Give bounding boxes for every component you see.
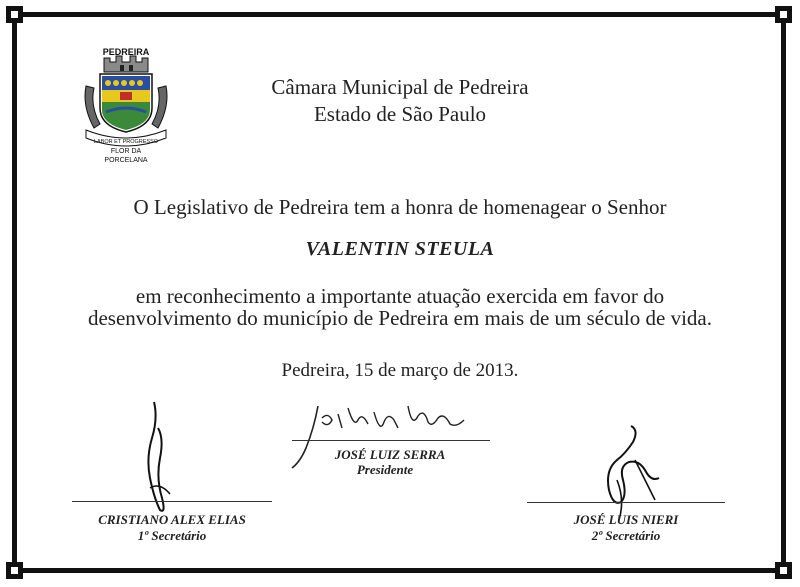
president-role: Presidente	[356, 462, 414, 477]
president-signature-rule	[292, 440, 490, 441]
corner-top-right	[775, 6, 792, 23]
crest-subtitle-line1: FLOR DA	[110, 148, 142, 155]
border-top	[8, 12, 792, 17]
president-name: JOSÉ LUIZ SERRA	[334, 447, 446, 462]
corner-bottom-left	[6, 562, 23, 579]
date-line: Pedreira, 15 de março de 2013.	[281, 360, 519, 381]
second-secretary-name: JOSÉ LUIS NIERI	[573, 512, 679, 527]
crest-icon	[76, 46, 176, 164]
first-secretary-signature-scribble	[130, 398, 190, 518]
corner-top-left	[6, 6, 23, 23]
recognition-line-1: em reconhecimento a importante atuação exercida em favor do	[135, 284, 665, 308]
crest-subtitle-line2: PORCELANA	[104, 157, 148, 164]
crest-motto: LABOR ET PROGRESSO	[93, 139, 159, 145]
first-secretary-role: 1º Secretário	[137, 528, 207, 543]
second-secretary-role: 2º Secretário	[591, 528, 661, 543]
institution-name: Câmara Municipal de Pedreira	[271, 75, 529, 99]
crest-town-label: PEDREIRA	[102, 47, 150, 57]
first-secretary-name: CRISTIANO ALEX ELIAS	[98, 512, 246, 527]
honor-statement: O Legislativo de Pedreira tem a honra de homenagear o Senhor	[133, 195, 667, 219]
state-name: Estado de São Paulo	[313, 102, 487, 126]
recognition-line-2: desenvolvimento do município de Pedreira em mais de um século de vida.	[87, 306, 712, 330]
second-secretary-signature-rule	[527, 502, 725, 503]
first-secretary-signature-rule	[72, 501, 272, 502]
corner-bottom-right	[775, 562, 792, 579]
municipal-crest	[76, 46, 176, 164]
border-bottom	[8, 568, 792, 573]
honoree-name: VALENTIN STEULA	[305, 238, 495, 260]
